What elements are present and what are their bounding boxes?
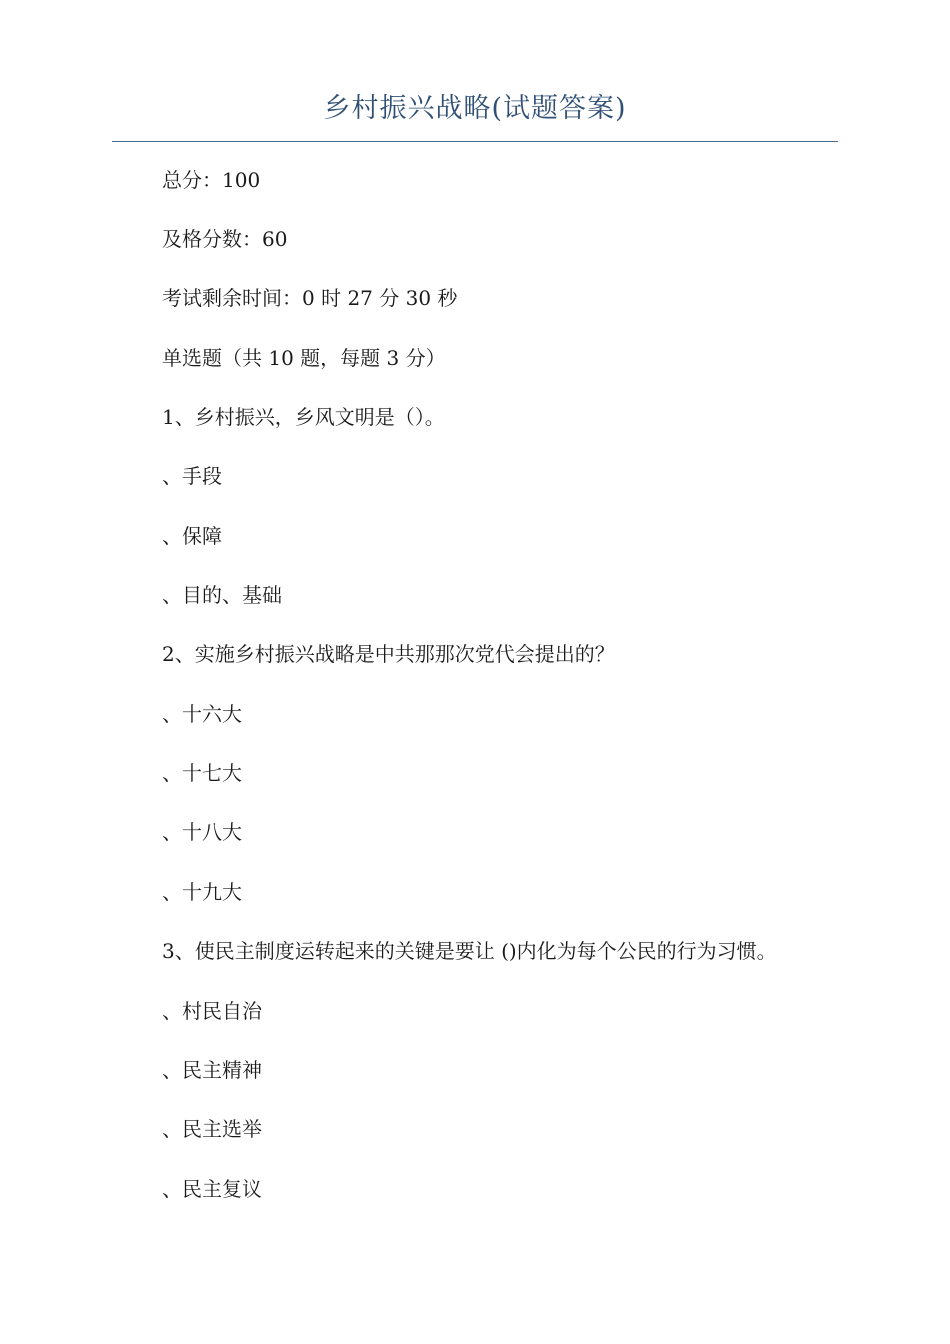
time-remaining: 考试剩余时间：0 时 27 分 30 秒 xyxy=(162,286,458,310)
question-3-option: 、民主选举 xyxy=(162,1117,262,1141)
passing-score: 及格分数：60 xyxy=(162,227,288,251)
question-2-option: 、十七大 xyxy=(162,761,242,785)
question-2-option: 、十八大 xyxy=(162,820,242,844)
question-1-option: 、目的、基础 xyxy=(162,583,282,607)
total-score: 总分：100 xyxy=(162,168,261,192)
question-3-option: 、村民自治 xyxy=(162,999,262,1023)
question-2-option: 、十六大 xyxy=(162,702,242,726)
question-3: 3、使民主制度运转起来的关键是要让 ()内化为每个公民的行为习惯。 xyxy=(162,939,777,963)
question-1-option: 、保障 xyxy=(162,524,222,548)
title-divider xyxy=(112,141,838,142)
question-3-option: 、民主精神 xyxy=(162,1058,262,1082)
question-2-option: 、十九大 xyxy=(162,880,242,904)
question-1: 1、乡村振兴，乡风文明是（）。 xyxy=(162,405,445,429)
question-2: 2、实施乡村振兴战略是中共那那次党代会提出的？ xyxy=(162,642,615,666)
question-1-option: 、手段 xyxy=(162,464,222,488)
section-heading: 单选题（共 10 题，每题 3 分） xyxy=(162,346,446,370)
question-3-option: 、民主复议 xyxy=(162,1177,262,1201)
document-title: 乡村振兴战略(试题答案) xyxy=(323,93,627,124)
